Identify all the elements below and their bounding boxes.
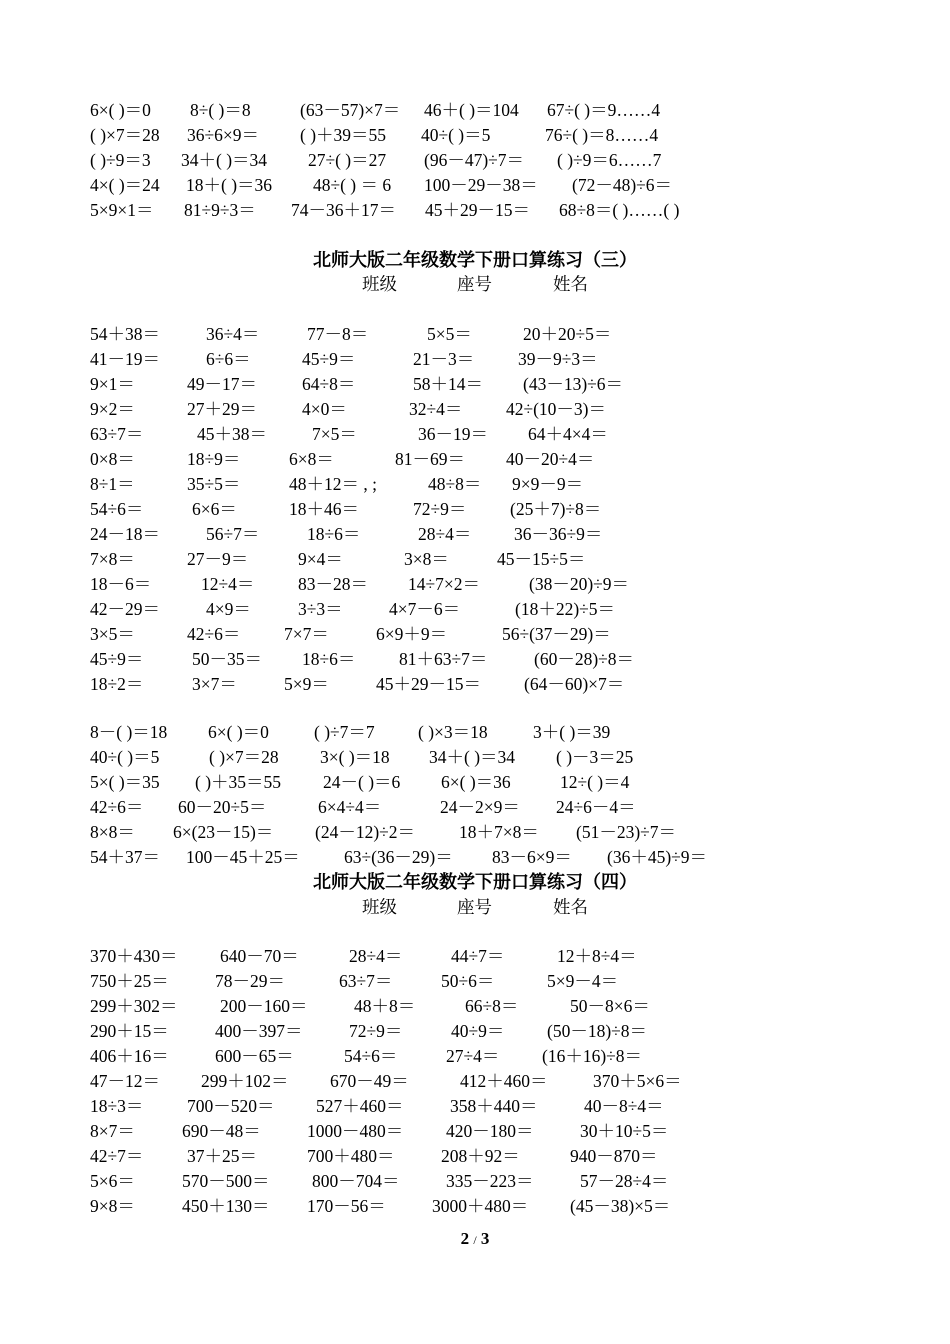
- math-problem: (96－47)÷7＝: [424, 150, 525, 170]
- math-problem: 7×8＝: [90, 549, 135, 569]
- exercise-row: [0, 347, 950, 372]
- math-problem: ( )×7＝28: [90, 125, 160, 145]
- math-problem: ( )×3＝18: [418, 722, 488, 742]
- math-problem: 32÷4＝: [409, 399, 463, 419]
- exercise-row: [0, 372, 950, 397]
- math-problem: 45＋29－15＝: [376, 674, 481, 694]
- seat-label: 座号: [457, 898, 492, 918]
- math-problem: 5×9＝: [284, 674, 329, 694]
- exercise-row: [0, 1119, 950, 1144]
- name-label: 姓名: [553, 898, 588, 918]
- math-problem: 44÷7＝: [451, 946, 505, 966]
- exercise-row: [0, 98, 950, 123]
- math-problem: ( )＋39＝55: [300, 125, 387, 145]
- math-problem: 6×6＝: [192, 499, 237, 519]
- math-problem: ( )＋35＝55: [195, 772, 282, 792]
- section-title-3: 北师大版二年级数学下册口算练习（三）: [313, 250, 637, 271]
- exercise-row: [0, 944, 950, 969]
- math-problem: 600－65＝: [215, 1046, 294, 1066]
- math-problem: 56÷7＝: [206, 524, 260, 544]
- math-problem: 4×9＝: [206, 599, 251, 619]
- math-problem: 358＋440＝: [450, 1096, 538, 1116]
- math-problem: 66÷8＝: [465, 996, 519, 1016]
- math-problem: 940－870＝: [570, 1146, 658, 1166]
- math-problem: 8÷1＝: [90, 474, 135, 494]
- math-problem: 81＋63÷7＝: [399, 649, 488, 669]
- math-problem: 5×6＝: [90, 1171, 135, 1191]
- exercise-row: [0, 123, 950, 148]
- math-problem: 35÷5＝: [187, 474, 241, 494]
- math-problem: 27÷4＝: [446, 1046, 500, 1066]
- math-problem: 412＋460＝: [460, 1071, 548, 1091]
- exercise-row: [0, 745, 950, 770]
- math-problem: 8÷( )＝8: [190, 100, 251, 120]
- math-problem: 6×(23－15)＝: [173, 822, 274, 842]
- math-problem: 47－12＝: [90, 1071, 160, 1091]
- exercise-row: [0, 720, 950, 745]
- exercise-row: [0, 1144, 950, 1169]
- exercise-row: [0, 969, 950, 994]
- math-problem: 39－9÷3＝: [518, 349, 598, 369]
- math-problem: 335－223＝: [446, 1171, 534, 1191]
- math-problem: (43－13)÷6＝: [523, 374, 624, 394]
- math-problem: 8－( )＝18: [90, 722, 168, 742]
- math-problem: 27＋29＝: [187, 399, 257, 419]
- math-problem: 27－9＝: [187, 549, 249, 569]
- math-problem: 49－17＝: [187, 374, 257, 394]
- math-problem: 0×8＝: [90, 449, 135, 469]
- math-problem: 45÷9＝: [90, 649, 144, 669]
- math-problem: 3＋( )＝39: [533, 722, 611, 742]
- exercise-row: [0, 770, 950, 795]
- exercise-row: [0, 795, 950, 820]
- math-problem: 36÷4＝: [206, 324, 260, 344]
- math-problem: 50－35＝: [192, 649, 262, 669]
- math-problem: 36－36÷9＝: [514, 524, 603, 544]
- math-problem: 527＋460＝: [316, 1096, 404, 1116]
- math-problem: 18＋46＝: [289, 499, 359, 519]
- math-problem: (63－57)×7＝: [300, 100, 401, 120]
- math-problem: 48÷( ) ＝ 6: [313, 175, 392, 195]
- math-problem: (38－20)÷9＝: [529, 574, 630, 594]
- math-problem: 700－520＝: [187, 1096, 275, 1116]
- math-problem: 3×( )＝18: [320, 747, 390, 767]
- math-problem: 18÷6＝: [307, 524, 361, 544]
- math-problem: 64＋4×4＝: [528, 424, 608, 444]
- math-problem: ( )÷9＝3: [90, 150, 151, 170]
- exercise-row: [0, 1094, 950, 1119]
- exercise-row: [0, 447, 950, 472]
- math-problem: 54＋37＝: [90, 847, 160, 867]
- section-title-4: 北师大版二年级数学下册口算练习（四）: [313, 872, 637, 893]
- math-problem: 27÷( )＝27: [308, 150, 387, 170]
- math-problem: 37＋25＝: [187, 1146, 257, 1166]
- math-problem: 72÷9＝: [349, 1021, 403, 1041]
- math-problem: 14÷7×2＝: [408, 574, 480, 594]
- math-problem: 57－28÷4＝: [580, 1171, 669, 1191]
- math-problem: 54÷6＝: [344, 1046, 398, 1066]
- exercise-row: [0, 148, 950, 173]
- math-problem: 42÷7＝: [90, 1146, 144, 1166]
- math-problem: 6×8＝: [289, 449, 334, 469]
- math-problem: 56÷(37－29)＝: [502, 624, 611, 644]
- name-label: 姓名: [553, 275, 588, 295]
- math-problem: 40÷( )＝5: [421, 125, 491, 145]
- exercise-row: [0, 1069, 950, 1094]
- exercise-row: [0, 1019, 950, 1044]
- math-problem: 48＋12＝ , ;: [289, 474, 377, 494]
- math-problem: 370＋5×6＝: [593, 1071, 682, 1091]
- math-problem: 18÷6＝: [302, 649, 356, 669]
- math-problem: 200－160＝: [220, 996, 308, 1016]
- seat-label: 座号: [457, 275, 492, 295]
- math-problem: 299＋302＝: [90, 996, 178, 1016]
- math-problem: 8×7＝: [90, 1121, 135, 1141]
- math-problem: 54＋38＝: [90, 324, 160, 344]
- math-problem: 63÷7＝: [339, 971, 393, 991]
- math-problem: 18÷9＝: [187, 449, 241, 469]
- math-problem: 54÷6＝: [90, 499, 144, 519]
- math-problem: 3×8＝: [404, 549, 449, 569]
- math-problem: 18＋7×8＝: [459, 822, 539, 842]
- math-problem: 24－2×9＝: [440, 797, 520, 817]
- math-problem: 45＋38＝: [197, 424, 267, 444]
- math-problem: 83－28＝: [298, 574, 368, 594]
- class-label: 班级: [362, 275, 397, 295]
- math-problem: 9×2＝: [90, 399, 135, 419]
- math-problem: 46＋( )＝104: [424, 100, 519, 120]
- math-problem: 40－8÷4＝: [584, 1096, 664, 1116]
- math-problem: 4×7－6＝: [389, 599, 461, 619]
- math-problem: 370＋430＝: [90, 946, 178, 966]
- math-problem: 6×9＋9＝: [376, 624, 448, 644]
- math-problem: ( )÷7＝7: [314, 722, 375, 742]
- math-problem: 5×( )＝35: [90, 772, 160, 792]
- math-problem: 9×9－9＝: [512, 474, 584, 494]
- math-problem: 450＋130＝: [182, 1196, 270, 1216]
- math-problem: (50－18)÷8＝: [547, 1021, 648, 1041]
- exercise-row: [0, 647, 950, 672]
- math-problem: 4×0＝: [302, 399, 347, 419]
- math-problem: 48÷8＝: [428, 474, 482, 494]
- math-problem: 3×7＝: [192, 674, 237, 694]
- math-problem: 40－20÷4＝: [506, 449, 595, 469]
- math-problem: 67÷( )＝9……4: [547, 100, 661, 120]
- math-problem: 63÷7＝: [90, 424, 144, 444]
- math-problem: 700＋480＝: [307, 1146, 395, 1166]
- math-problem: 6÷6＝: [206, 349, 251, 369]
- math-problem: 208＋92＝: [441, 1146, 520, 1166]
- math-problem: 36÷6×9＝: [187, 125, 259, 145]
- exercise-row: [0, 1169, 950, 1194]
- exercise-row: [0, 622, 950, 647]
- page-total: 3: [480, 1229, 490, 1248]
- math-problem: (18＋22)÷5＝: [515, 599, 616, 619]
- math-problem: 18－6＝: [90, 574, 152, 594]
- exercise-row: [0, 1194, 950, 1219]
- math-problem: 6×4÷4＝: [318, 797, 382, 817]
- math-problem: 42÷6＝: [90, 797, 144, 817]
- math-problem: 9×8＝: [90, 1196, 135, 1216]
- math-problem: 7×5＝: [312, 424, 357, 444]
- math-problem: 68÷8＝( )……( ): [559, 200, 680, 220]
- exercise-row: [0, 572, 950, 597]
- math-problem: 58＋14＝: [413, 374, 483, 394]
- math-problem: 50÷6＝: [441, 971, 495, 991]
- math-problem: 60－20÷5＝: [178, 797, 267, 817]
- math-problem: 64÷8＝: [302, 374, 356, 394]
- math-problem: 12÷4＝: [201, 574, 255, 594]
- math-problem: 28÷4＝: [418, 524, 472, 544]
- math-problem: 3÷3＝: [298, 599, 343, 619]
- math-problem: 3×5＝: [90, 624, 135, 644]
- math-problem: 24－( )＝6: [323, 772, 401, 792]
- math-problem: 9×4＝: [298, 549, 343, 569]
- math-problem: 24÷6－4＝: [556, 797, 636, 817]
- math-problem: 45－15÷5＝: [497, 549, 586, 569]
- math-problem: (51－23)÷7＝: [576, 822, 677, 842]
- math-problem: 5×9－4＝: [547, 971, 619, 991]
- math-problem: 5×5＝: [427, 324, 472, 344]
- math-problem: 7×7＝: [284, 624, 329, 644]
- exercise-row: [0, 173, 950, 198]
- math-problem: 78－29＝: [215, 971, 285, 991]
- math-problem: 50－8×6＝: [570, 996, 650, 1016]
- math-problem: (45－38)×5＝: [570, 1196, 671, 1216]
- page-number: [0, 1226, 950, 1253]
- exercise-row: [0, 845, 950, 870]
- math-problem: 36－19＝: [418, 424, 488, 444]
- math-problem: 74－36＋17＝: [291, 200, 396, 220]
- math-problem: 9×1＝: [90, 374, 135, 394]
- math-problem: 24－18＝: [90, 524, 160, 544]
- math-problem: 800－704＝: [312, 1171, 400, 1191]
- class-label: 班级: [362, 898, 397, 918]
- math-problem: 690－48＝: [182, 1121, 261, 1141]
- math-problem: ( )÷9＝6……7: [557, 150, 662, 170]
- math-problem: 21－3＝: [413, 349, 475, 369]
- math-problem: 18÷3＝: [90, 1096, 144, 1116]
- math-problem: 5×9×1＝: [90, 200, 154, 220]
- math-problem: 40÷( )＝5: [90, 747, 160, 767]
- math-problem: 570－500＝: [182, 1171, 270, 1191]
- math-problem: 77－8＝: [307, 324, 369, 344]
- math-problem: 63÷(36－29)＝: [344, 847, 453, 867]
- exercise-row: [0, 472, 950, 497]
- math-problem: 76÷( )＝8……4: [545, 125, 659, 145]
- math-problem: (36＋45)÷9＝: [607, 847, 708, 867]
- math-problem: (72－48)÷6＝: [572, 175, 673, 195]
- math-problem: 750＋25＝: [90, 971, 169, 991]
- math-problem: 12÷( )＝4: [560, 772, 630, 792]
- math-problem: 640－70＝: [220, 946, 299, 966]
- page-separator: /: [473, 1233, 477, 1247]
- math-problem: 4×( )＝24: [90, 175, 160, 195]
- exercise-row: [0, 522, 950, 547]
- math-problem: 72÷9＝: [413, 499, 467, 519]
- math-problem: 12＋8÷4＝: [557, 946, 637, 966]
- math-problem: 48＋8＝: [354, 996, 416, 1016]
- math-problem: 299＋102＝: [201, 1071, 289, 1091]
- math-problem: 45＋29－15＝: [425, 200, 530, 220]
- exercise-row: [0, 198, 950, 223]
- exercise-row: [0, 497, 950, 522]
- math-problem: 6×( )＝0: [208, 722, 269, 742]
- math-problem: 83－6×9＝: [492, 847, 572, 867]
- math-problem: 40÷9＝: [451, 1021, 505, 1041]
- math-problem: 81÷9÷3＝: [184, 200, 256, 220]
- math-problem: (64－60)×7＝: [524, 674, 625, 694]
- exercise-row: [0, 1044, 950, 1069]
- math-problem: 28÷4＝: [349, 946, 403, 966]
- math-problem: ( )×7＝28: [209, 747, 279, 767]
- exercise-row: [0, 397, 950, 422]
- math-problem: ( )－3＝25: [556, 747, 634, 767]
- math-problem: 20＋20÷5＝: [523, 324, 612, 344]
- exercise-row: [0, 322, 950, 347]
- math-problem: (24－12)÷2＝: [315, 822, 416, 842]
- math-problem: 6×( )＝36: [441, 772, 511, 792]
- math-problem: 18＋( )＝36: [186, 175, 273, 195]
- math-problem: 42÷6＝: [187, 624, 241, 644]
- math-problem: (16＋16)÷8＝: [542, 1046, 643, 1066]
- math-problem: 1000－480＝: [307, 1121, 404, 1141]
- math-problem: 30＋10÷5＝: [580, 1121, 669, 1141]
- exercise-row: [0, 597, 950, 622]
- exercise-row: [0, 672, 950, 697]
- exercise-row: [0, 820, 950, 845]
- math-problem: 100－29－38＝: [424, 175, 538, 195]
- math-problem: 3000＋480＝: [432, 1196, 529, 1216]
- math-problem: 6×( )＝0: [90, 100, 151, 120]
- math-problem: 18÷2＝: [90, 674, 144, 694]
- math-problem: 406＋16＝: [90, 1046, 169, 1066]
- math-problem: 670－49＝: [330, 1071, 409, 1091]
- exercise-row: [0, 422, 950, 447]
- math-problem: (25＋7)÷8＝: [510, 499, 602, 519]
- math-problem: 34＋( )＝34: [429, 747, 516, 767]
- math-problem: 100－45＋25＝: [186, 847, 300, 867]
- math-problem: 400－397＝: [215, 1021, 303, 1041]
- math-problem: (60－28)÷8＝: [534, 649, 635, 669]
- math-problem: 41－19＝: [90, 349, 160, 369]
- math-problem: 290＋15＝: [90, 1021, 169, 1041]
- math-problem: 42÷(10－3)＝: [506, 399, 607, 419]
- math-problem: 42－29＝: [90, 599, 160, 619]
- math-problem: 45÷9＝: [302, 349, 356, 369]
- math-problem: 8×8＝: [90, 822, 135, 842]
- page-current: 2: [460, 1229, 470, 1248]
- math-problem: 420－180＝: [446, 1121, 534, 1141]
- math-problem: 170－56＝: [307, 1196, 386, 1216]
- exercise-row: [0, 994, 950, 1019]
- exercise-row: [0, 547, 950, 572]
- math-problem: 81－69＝: [395, 449, 465, 469]
- math-problem: 34＋( )＝34: [181, 150, 268, 170]
